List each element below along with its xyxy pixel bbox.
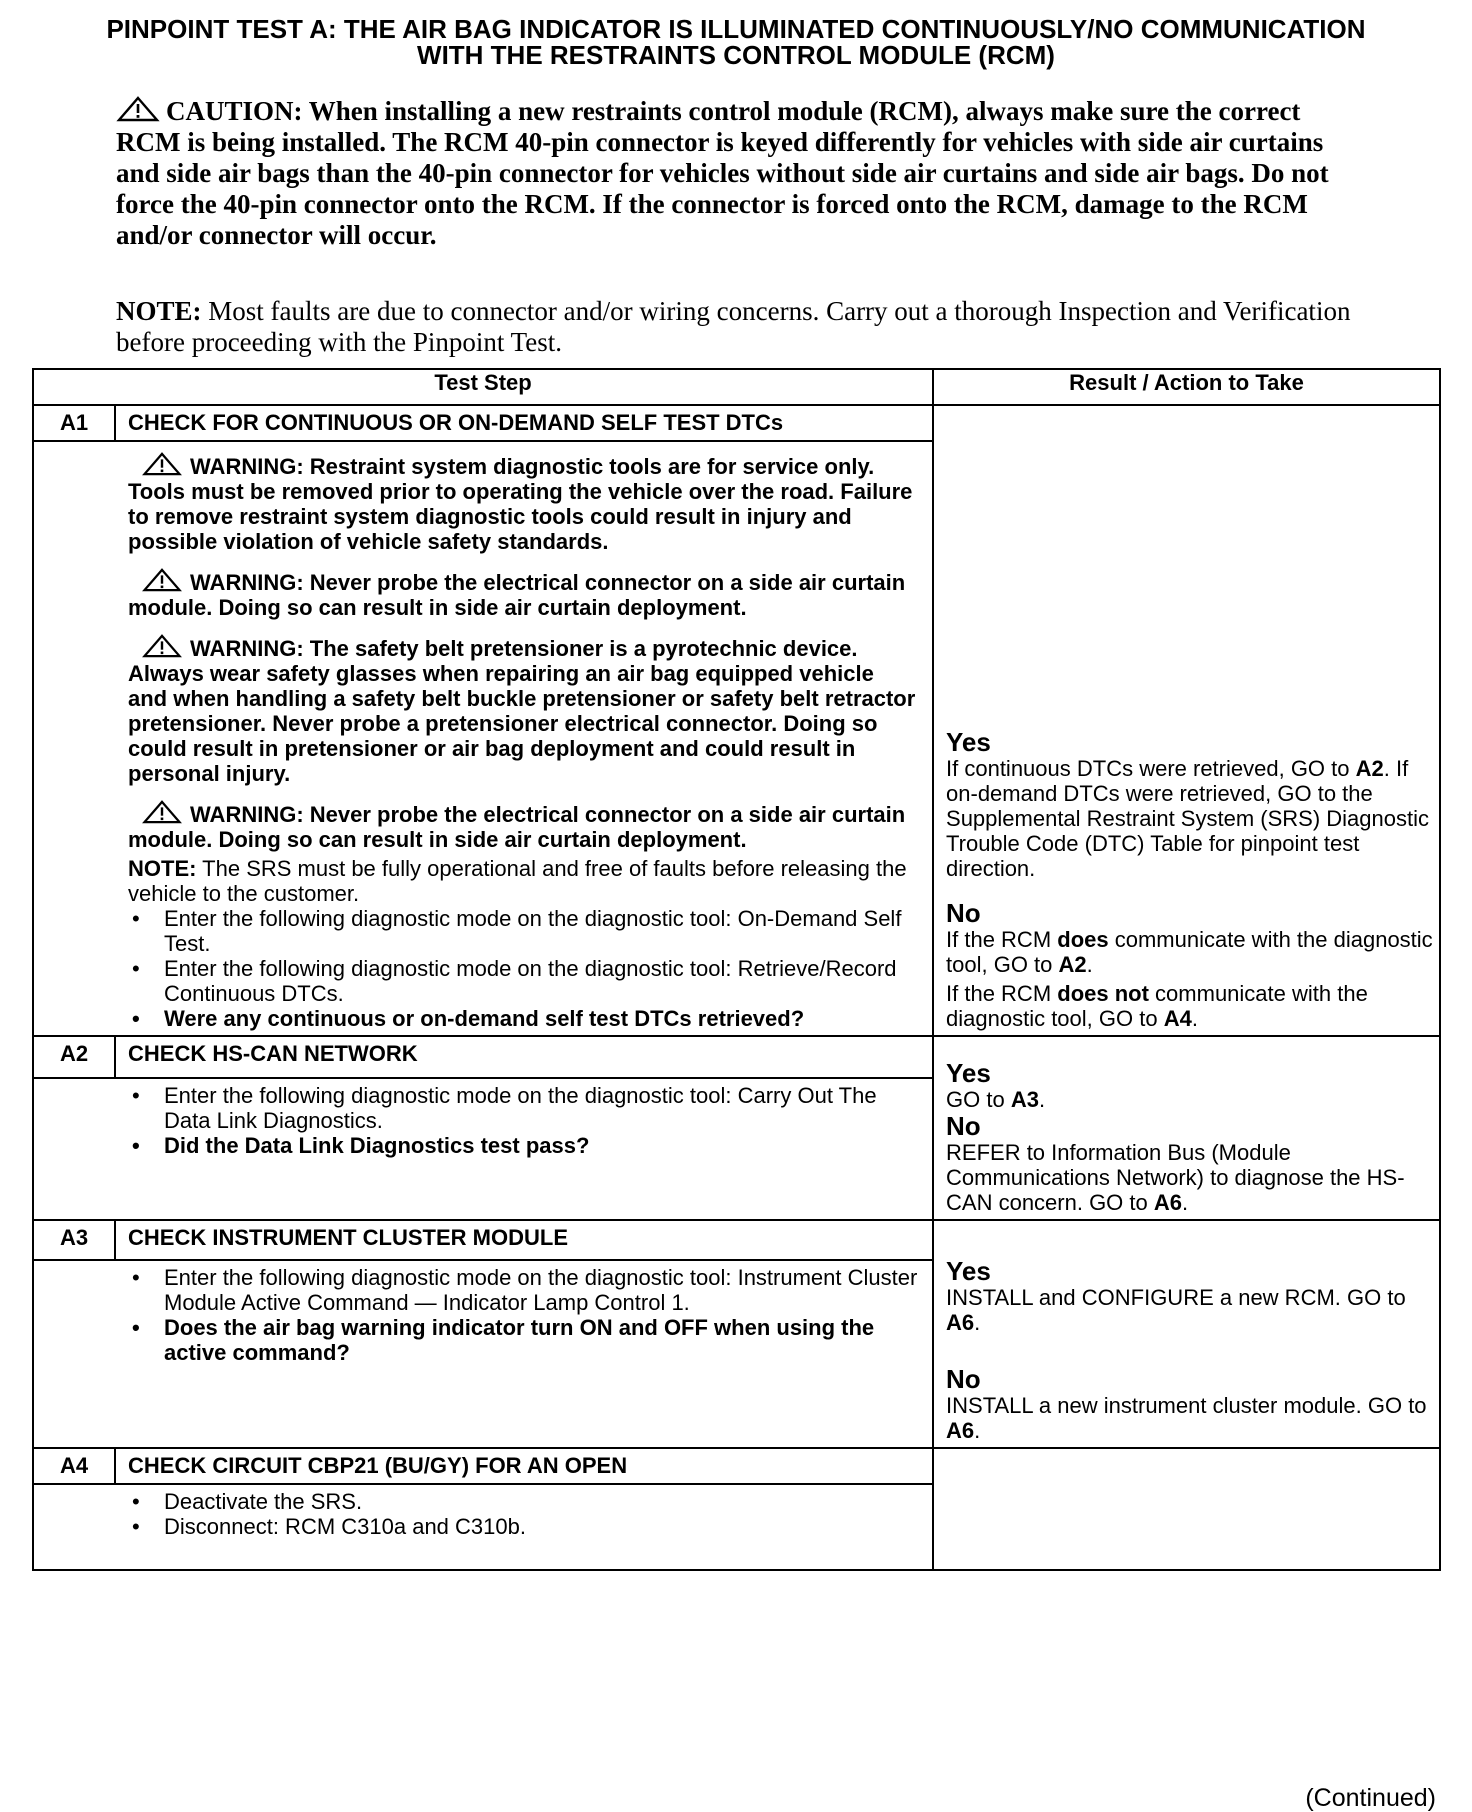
step-note: NOTE: The SRS must be fully operational and free of faults before releasing the vehicle to the customer. <box>128 856 907 906</box>
warning-block <box>128 452 918 554</box>
yes-label: Yes <box>946 1256 991 1286</box>
note-block <box>116 296 1356 358</box>
no-action: REFER to Information Bus (Module Communications Network) to diagnose the HS-CAN concern. GO to A6. <box>946 1140 1405 1215</box>
no-action: If the RCM does communicate with the diagnostic tool, GO to A2. <box>946 927 1433 977</box>
step-title: CHECK CIRCUIT CBP21 (BU/GY) FOR AN OPEN <box>115 1448 933 1484</box>
step-bullets <box>128 1489 918 1539</box>
no-action: INSTALL a new instrument cluster module. GO to A6. <box>946 1393 1427 1443</box>
step-id: A4 <box>33 1448 115 1484</box>
yes-label: Yes <box>946 1058 991 1088</box>
list-item: • Deactivate the SRS. <box>128 1489 918 1514</box>
warning-text: WARNING: The safety belt pretensioner is a pyrotechnic device. Always wear safety glasses when repairing an air bag equipped vehicle and when handling a safety belt buckle pretensioner or safety belt retractor pretensioner. Never probe a pretensioner electrical connector. Doing so could result in pretensioner or air bag deployment and could result in personal injury. <box>128 636 916 786</box>
yes-action: If continuous DTCs were retrieved, GO to A2. If on-demand DTCs were retrieved, GO to the Supplemental Restraint System (SRS) Diagnostic Trouble Code (DTC) Table for pinpoint test direction. <box>946 756 1429 881</box>
step-title: CHECK HS-CAN NETWORK <box>115 1036 933 1078</box>
no-action: If the RCM does not communicate with the diagnostic tool, GO to A4. <box>946 981 1368 1031</box>
yes-label: Yes <box>946 727 991 757</box>
no-label: No <box>946 1111 981 1141</box>
caution-icon <box>116 96 160 122</box>
yes-action: INSTALL and CONFIGURE a new RCM. GO to A6. <box>946 1285 1406 1335</box>
step-id: A2 <box>33 1036 115 1078</box>
table-row <box>33 1448 1440 1484</box>
caution-block <box>116 96 1356 251</box>
step-title: CHECK INSTRUMENT CLUSTER MODULE <box>115 1220 933 1260</box>
table-header <box>33 369 1440 405</box>
header-result-action: Result / Action to Take <box>933 369 1440 405</box>
list-item: • Enter the following diagnostic mode on the diagnostic tool: Carry Out The Data Link Diagnostics. <box>128 1083 918 1133</box>
step-result <box>933 405 1440 1036</box>
table-row <box>33 1036 1440 1078</box>
warning-block <box>128 634 918 786</box>
list-item: • Enter the following diagnostic mode on the diagnostic tool: Instrument Cluster Module Active Command — Indicator Lamp Control 1. <box>128 1265 918 1315</box>
list-item: • Were any continuous or on-demand self test DTCs retrieved? <box>128 1006 918 1031</box>
caution-text: CAUTION: When installing a new restraints control module (RCM), always make sure the correct RCM is being installed. The RCM 40-pin connector is keyed differently for vehicles with side air curtains and side air bags than the 40-pin connector for vehicles without side air curtains and side air bags. Do not force the 40-pin connector onto the RCM. If the connector is forced onto the RCM, damage to the RCM and/or connector will occur. <box>116 96 1329 250</box>
step-body <box>33 441 933 1036</box>
step-id: A3 <box>33 1220 115 1260</box>
table-row <box>33 1220 1440 1260</box>
warning-block <box>128 568 918 620</box>
step-bullets <box>128 906 918 1031</box>
warning-icon <box>140 452 184 476</box>
list-item: • Enter the following diagnostic mode on the diagnostic tool: On-Demand Self Test. <box>128 906 918 956</box>
warning-block <box>128 800 918 852</box>
pinpoint-table <box>32 368 1441 1571</box>
warning-text: WARNING: Never probe the electrical connector on a side air curtain module. Doing so can result in side air curtain deployment. <box>128 570 906 620</box>
step-result <box>933 1036 1440 1220</box>
page-title <box>30 16 1442 68</box>
no-label: No <box>946 898 981 928</box>
note-text: Most faults are due to connector and/or wiring concerns. Carry out a thorough Inspection and Verification before proceeding with the Pinpoint Test. <box>116 296 1351 357</box>
step-result <box>933 1220 1440 1448</box>
warning-text: WARNING: Never probe the electrical connector on a side air curtain module. Doing so can result in side air curtain deployment. <box>128 802 906 852</box>
step-body <box>33 1484 933 1570</box>
step-id: A1 <box>33 405 115 441</box>
step-title: CHECK FOR CONTINUOUS OR ON-DEMAND SELF TEST DTCs <box>115 405 933 441</box>
warning-icon <box>140 634 184 658</box>
header-test-step: Test Step <box>33 369 933 405</box>
page-title-line2: WITH THE RESTRAINTS CONTROL MODULE (RCM) <box>417 40 1055 70</box>
list-item: • Does the air bag warning indicator turn ON and OFF when using the active command? <box>128 1315 918 1365</box>
list-item: • Disconnect: RCM C310a and C310b. <box>128 1514 918 1539</box>
warning-text: WARNING: Restraint system diagnostic tools are for service only. Tools must be removed prior to operating the vehicle over the road. Failure to remove restraint system diagnostic tools could result in injury and possible violation of vehicle safety standards. <box>128 454 913 554</box>
continued-label: (Continued) <box>1305 1784 1436 1812</box>
table-row <box>33 405 1440 441</box>
note-label: NOTE: <box>116 296 202 326</box>
step-body <box>33 1260 933 1448</box>
list-item: • Did the Data Link Diagnostics test pass? <box>128 1133 918 1158</box>
step-bullets <box>128 1083 918 1158</box>
step-bullets <box>128 1265 918 1365</box>
step-result <box>933 1448 1440 1570</box>
step-body <box>33 1078 933 1220</box>
no-label: No <box>946 1364 981 1394</box>
list-item: • Enter the following diagnostic mode on the diagnostic tool: Retrieve/Record Continuous DTCs. <box>128 956 918 1006</box>
warning-icon <box>140 568 184 592</box>
page-title-line1: PINPOINT TEST A: THE AIR BAG INDICATOR IS ILLUMINATED CONTINUOUSLY/NO COMMUNICATION <box>106 14 1366 44</box>
yes-action: GO to A3. <box>946 1087 1046 1112</box>
warning-icon <box>140 800 184 824</box>
